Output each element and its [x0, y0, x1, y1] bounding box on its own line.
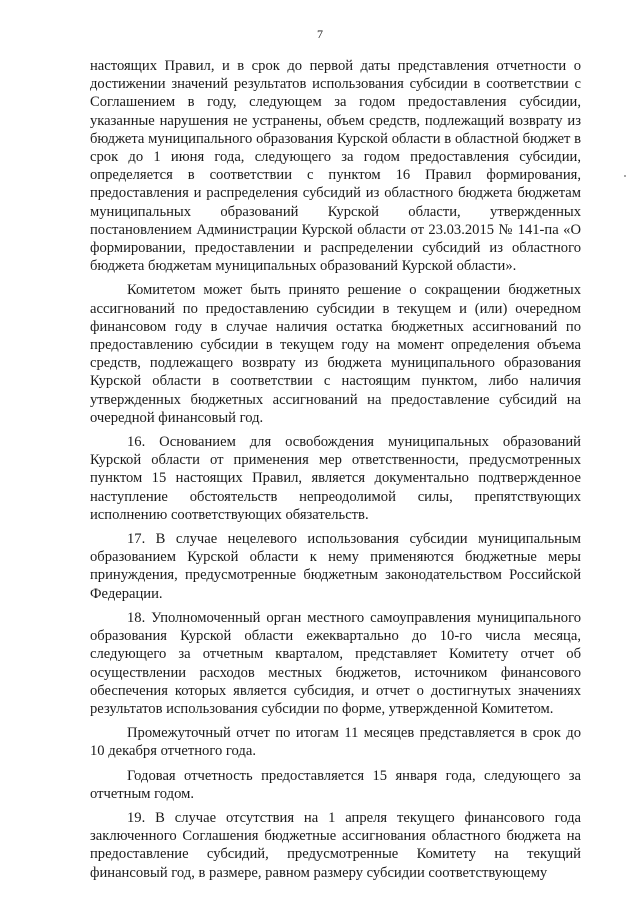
paragraph-annual-report: Годовая отчетность предоставляется 15 января года, следующего за отчетным годом. [90, 767, 581, 802]
paragraph-continuation: настоящих Правил, и в срок до первой даты представления отчетности о достижении значений результатов использования субсидии в соответствии с Соглашением в году, следующем за годом предоставления субсидии, указанные нарушения не устранены, объем средств, подлежащий возврату из бюджета муниципального образования Курской области в областной бюджет в срок до 1 июня года, следующего за годом предоставления субсидии, определяется в соответствии с пунктом 16 Правил формирования, предоставления и распределения субсидий из областного бюджета бюджетам муниципальных образований Курской области, утвержденных постановлением Администрации Курской области от 23.03.2015 № 141-па «О формировании, предоставлении и распределении субсидий из областного бюджета бюджетам муниципальных образований Курской области». [90, 58, 581, 275]
paragraph-clause-19: 19. В случае отсутствия на 1 апреля текущего финансового года заключенного Соглашения бюджетные ассигнования областного бюджета на предоставление субсидий, предусмотренные Комитету на текущий финансовый год, в размере, равном размеру субсидии соответствующему [90, 809, 581, 881]
page-number: 7 [317, 27, 323, 41]
paragraph-clause-17: 17. В случае нецелевого использования субсидии муниципальным образованием Курской области к нему применяются бюджетные меры принуждения, предусмотренные бюджетным законодательством Российской Федерации. [90, 531, 581, 602]
scan-margin-mark [624, 175, 626, 177]
document-body [90, 57, 581, 882]
paragraph-interim-report: Промежуточный отчет по итогам 11 месяцев представляется в срок до 10 декабря отчетного года. [90, 725, 581, 760]
paragraph-budget-reduction: Комитетом может быть принято решение о сокращении бюджетных ассигнований по предоставлению субсидии в текущем и (или) очередном финансовом году в случае наличия остатка бюджетных ассигнований по предоставлению субсидии в текущем году на момент определения объема средств, подлежащего возврату из бюджета муниципального образования Курской области в соответствии с настоящим пунктом, либо наличия утвержденных бюджетных ассигнований на предоставление субсидий на очередной финансовый год. [90, 282, 581, 426]
paragraph-clause-18: 18. Уполномоченный орган местного самоуправления муниципального образования Курской области ежеквартально до 10-го числа месяца, следующего за отчетным кварталом, представляет Комитету отчет об осуществлении расходов местных бюджетов, источником финансового обеспечения которых является субсидия, и отчет о достигнутых значениях результатов использования субсидии по форме, утвержденной Комитетом. [90, 609, 581, 717]
paragraph-clause-16: 16. Основанием для освобождения муниципальных образований Курской области от применения мер ответственности, предусмотренных пунктом 15 настоящих Правил, является документально подтвержденное наступление обстоятельств непреодолимой силы, препятствующих исполнению соответствующих обязательств. [90, 434, 581, 523]
